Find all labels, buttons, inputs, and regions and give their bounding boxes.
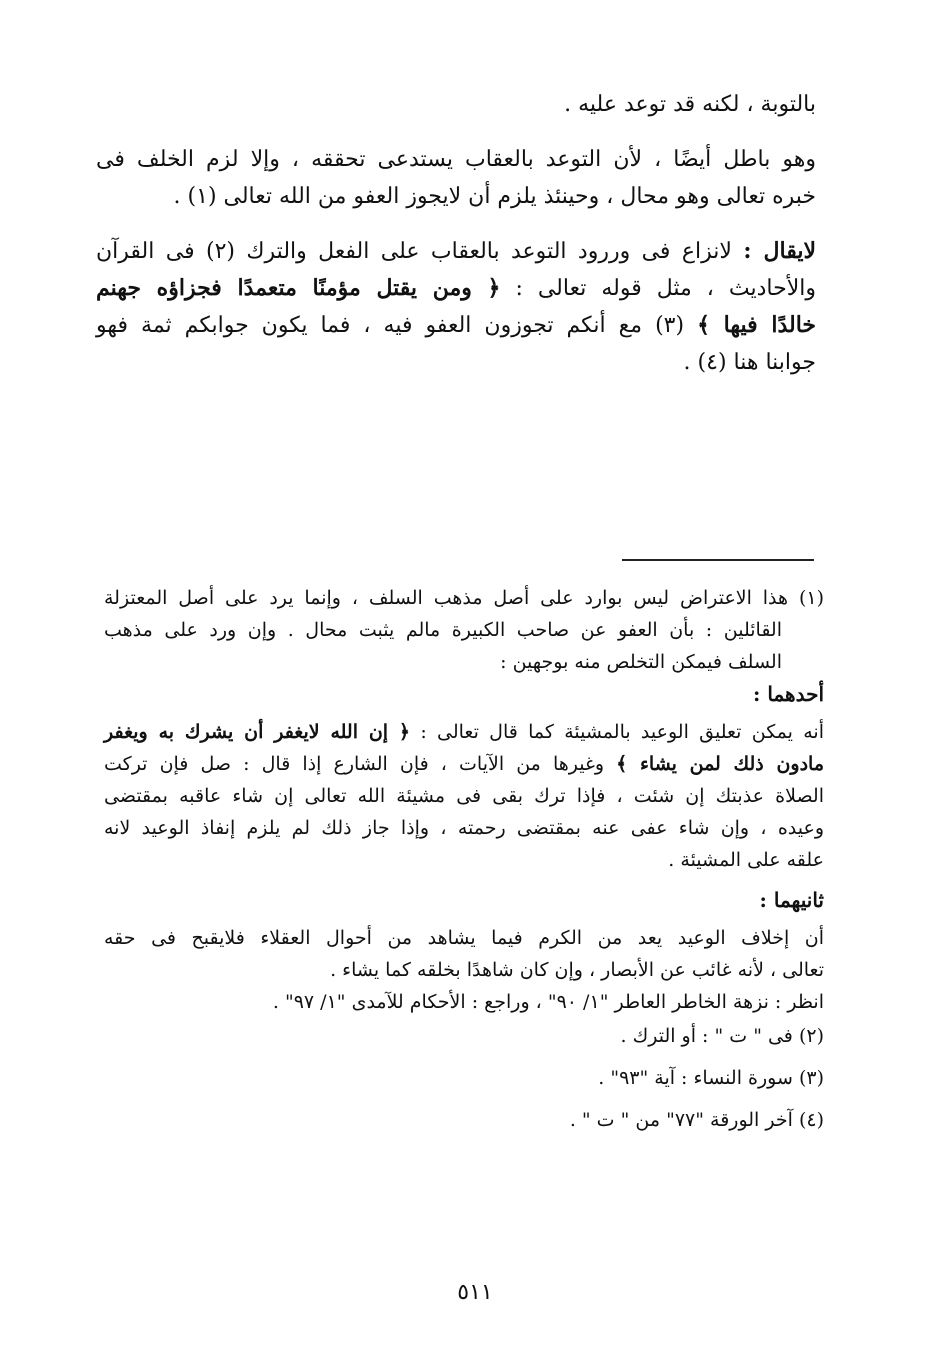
text-span: آخر الورقة "٧٧" من " ت " . [569,1109,793,1131]
quran-quote: مادون ذلك لمن يشاء ﴾ [616,753,824,775]
footnote-line: علقه على المشيئة . [668,849,824,871]
footnotes [104,582,824,1136]
text-line [96,233,816,270]
footnote-line [104,1104,824,1136]
reference-line: انظر : نزهة الخاطر العاطر "١/ ٩٠" ، وراجع : الأحكام للآمدى "١/ ٩٧" . [272,991,824,1013]
footnote-marker: (٣) [798,1067,824,1089]
footnote-line [104,748,824,780]
footnote-marker: (٤) [798,1109,824,1131]
section-heading: ثانيهما : [759,888,824,912]
footnote-line: الصلاة عذبتك إن شئت ، فإذا ترك بقى فى مشيئة الله تعالى إن شاء عاقبه بمقتضى [104,785,824,807]
text-span: والأحاديث ، مثل قوله تعالى : [515,276,817,301]
footnote-line [104,582,824,614]
main-text [96,86,816,381]
footnote-marker: (١) [798,587,824,609]
text-line: بالتوبة ، لكنه قد توعد عليه . [564,92,816,117]
quran-quote: ﴿ ومن يقتل مؤمنًا متعمدًا فجزاؤه جهنم [96,275,501,301]
objection-lead: لايقال : [743,238,816,264]
footnote-line: تعالى ، لأنه غائب عن الأبصار ، وإن كان شاهدًا بخلقه كما يشاء . [330,959,824,981]
text-line: خبره تعالى وهو محال ، وحينئذ يلزم أن لايجوز العفو من الله تعالى (١) . [173,184,816,209]
text-span: لانزاع فى وررود التوعد بالعقاب على الفعل والترك (٢) فى القرآن [96,239,732,264]
footnote-line: وعيده ، وإن شاء عفى عنه بمقتضى رحمته ، وإذا جاز ذلك لم يلزم إنفاذ الوعيد لانه [104,817,824,839]
footnote-line [104,1062,824,1094]
text-span: (٣) مع أنكم تجوزون العفو فيه ، فما يكون جوابكم ثمة فهو [96,313,685,338]
quran-quote: خالدًا فيها ﴾ [697,312,816,338]
text-span: أنه يمكن تعليق الوعيد بالمشيئة كما قال تعالى : [420,721,824,743]
text-span: وغيرها من الآيات ، فإن الشارع إذا قال : صل فإن تركت [104,753,605,775]
footnote-line [104,716,824,748]
text-line: وهو باطل أيضًا ، لأن التوعد بالعقاب يستدعى تحققه ، وإلا لزم الخلف فى [96,147,816,172]
text-line [96,307,816,344]
footnote-line [104,1020,824,1052]
quran-quote: ﴿ إن الله لايغفر أن يشرك به ويغفر [104,721,411,743]
text-line [96,270,816,307]
text-span: هذا الاعتراض ليس بوارد على أصل مذهب السلف ، وإنما يرد على أصل المعتزلة [104,587,789,609]
section-heading: أحدهما : [753,682,824,706]
footnote-line: السلف فيمكن التخلص منه بوجهين : [500,651,782,673]
footnote-line: أن إخلاف الوعيد يعد من الكرم فيما يشاهد من أحوال العقلاء فلايقبح فى حقه [104,927,824,949]
page-number: ٥١١ [457,1280,493,1305]
text-line: جوابنا هنا (٤) . [683,350,816,375]
footnote-line: القائلين : بأن العفو عن صاحب الكبيرة مالم يثبت محال . وإن ورد على مذهب [104,619,782,641]
text-span: فى " ت " : أو الترك . [620,1025,793,1047]
footnote-marker: (٢) [798,1025,824,1047]
text-span: سورة النساء : آية "٩٣" . [598,1067,793,1089]
footnote-separator [622,559,814,561]
